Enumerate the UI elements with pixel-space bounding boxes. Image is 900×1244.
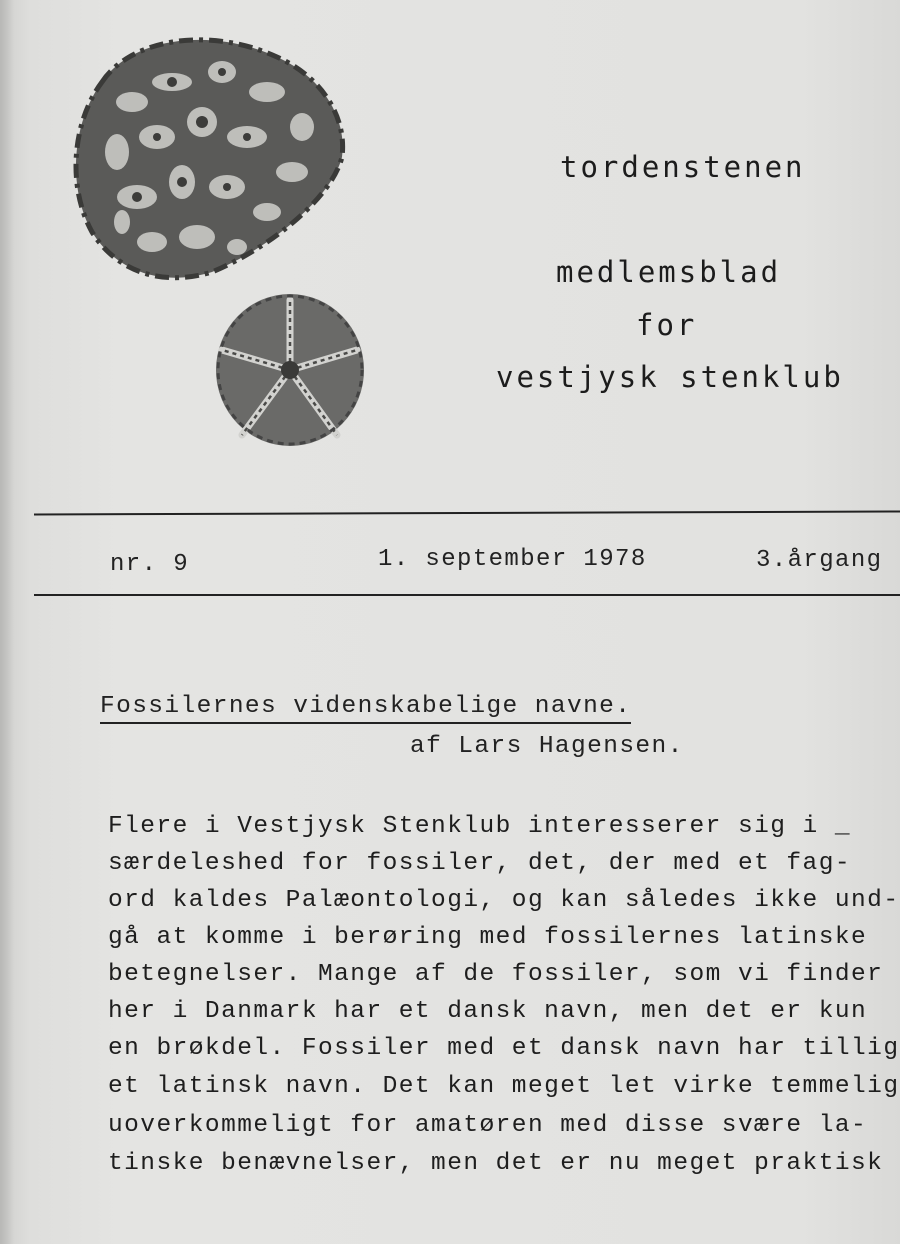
article-line: betegnelser. Mange af de fossiler, som vi finder xyxy=(108,961,884,988)
issue-date: 1. september 1978 xyxy=(378,546,647,573)
coral-fossil-stamp xyxy=(62,22,352,287)
article-line: tinske benævnelser, men det er nu meget praktisk xyxy=(108,1150,884,1177)
article-line: et latinsk navn. Det kan meget let virke temmelig xyxy=(108,1073,900,1100)
article-line: uoverkommeligt for amatøren med disse svære la- xyxy=(108,1112,868,1139)
newsletter-title: tordenstenen xyxy=(560,150,806,184)
issue-number: nr. 9 xyxy=(110,551,190,578)
article-byline: af Lars Hagensen. xyxy=(410,733,684,760)
article-title-text: Fossilernes videnskabelige navne. xyxy=(100,693,631,724)
article-line: her i Danmark har et dansk navn, men det er kun xyxy=(108,998,868,1025)
top-rule xyxy=(34,510,900,515)
article-line: Flere i Vestjysk Stenklub interesserer sig i _ xyxy=(108,813,852,840)
article-line: særdeleshed for fossiler, det, der med et fag- xyxy=(108,850,852,877)
issue-volume: 3.årgang xyxy=(756,547,883,574)
subtitle-line-3: vestjysk stenklub xyxy=(496,360,844,394)
subtitle-line-1: medlemsblad xyxy=(556,255,782,289)
page-edge-shadow xyxy=(0,0,14,1244)
subtitle-line-2: for xyxy=(636,308,698,342)
sea-urchin-fossil-stamp xyxy=(212,290,368,450)
bottom-rule xyxy=(34,594,900,596)
article-line: en brøkdel. Fossiler med et dansk navn har tillig xyxy=(108,1035,900,1062)
article-line: gå at komme i berøring med fossilernes latinske xyxy=(108,924,868,951)
article-title xyxy=(100,693,631,720)
article-line: ord kaldes Palæontologi, og kan således ikke und- xyxy=(108,887,900,914)
